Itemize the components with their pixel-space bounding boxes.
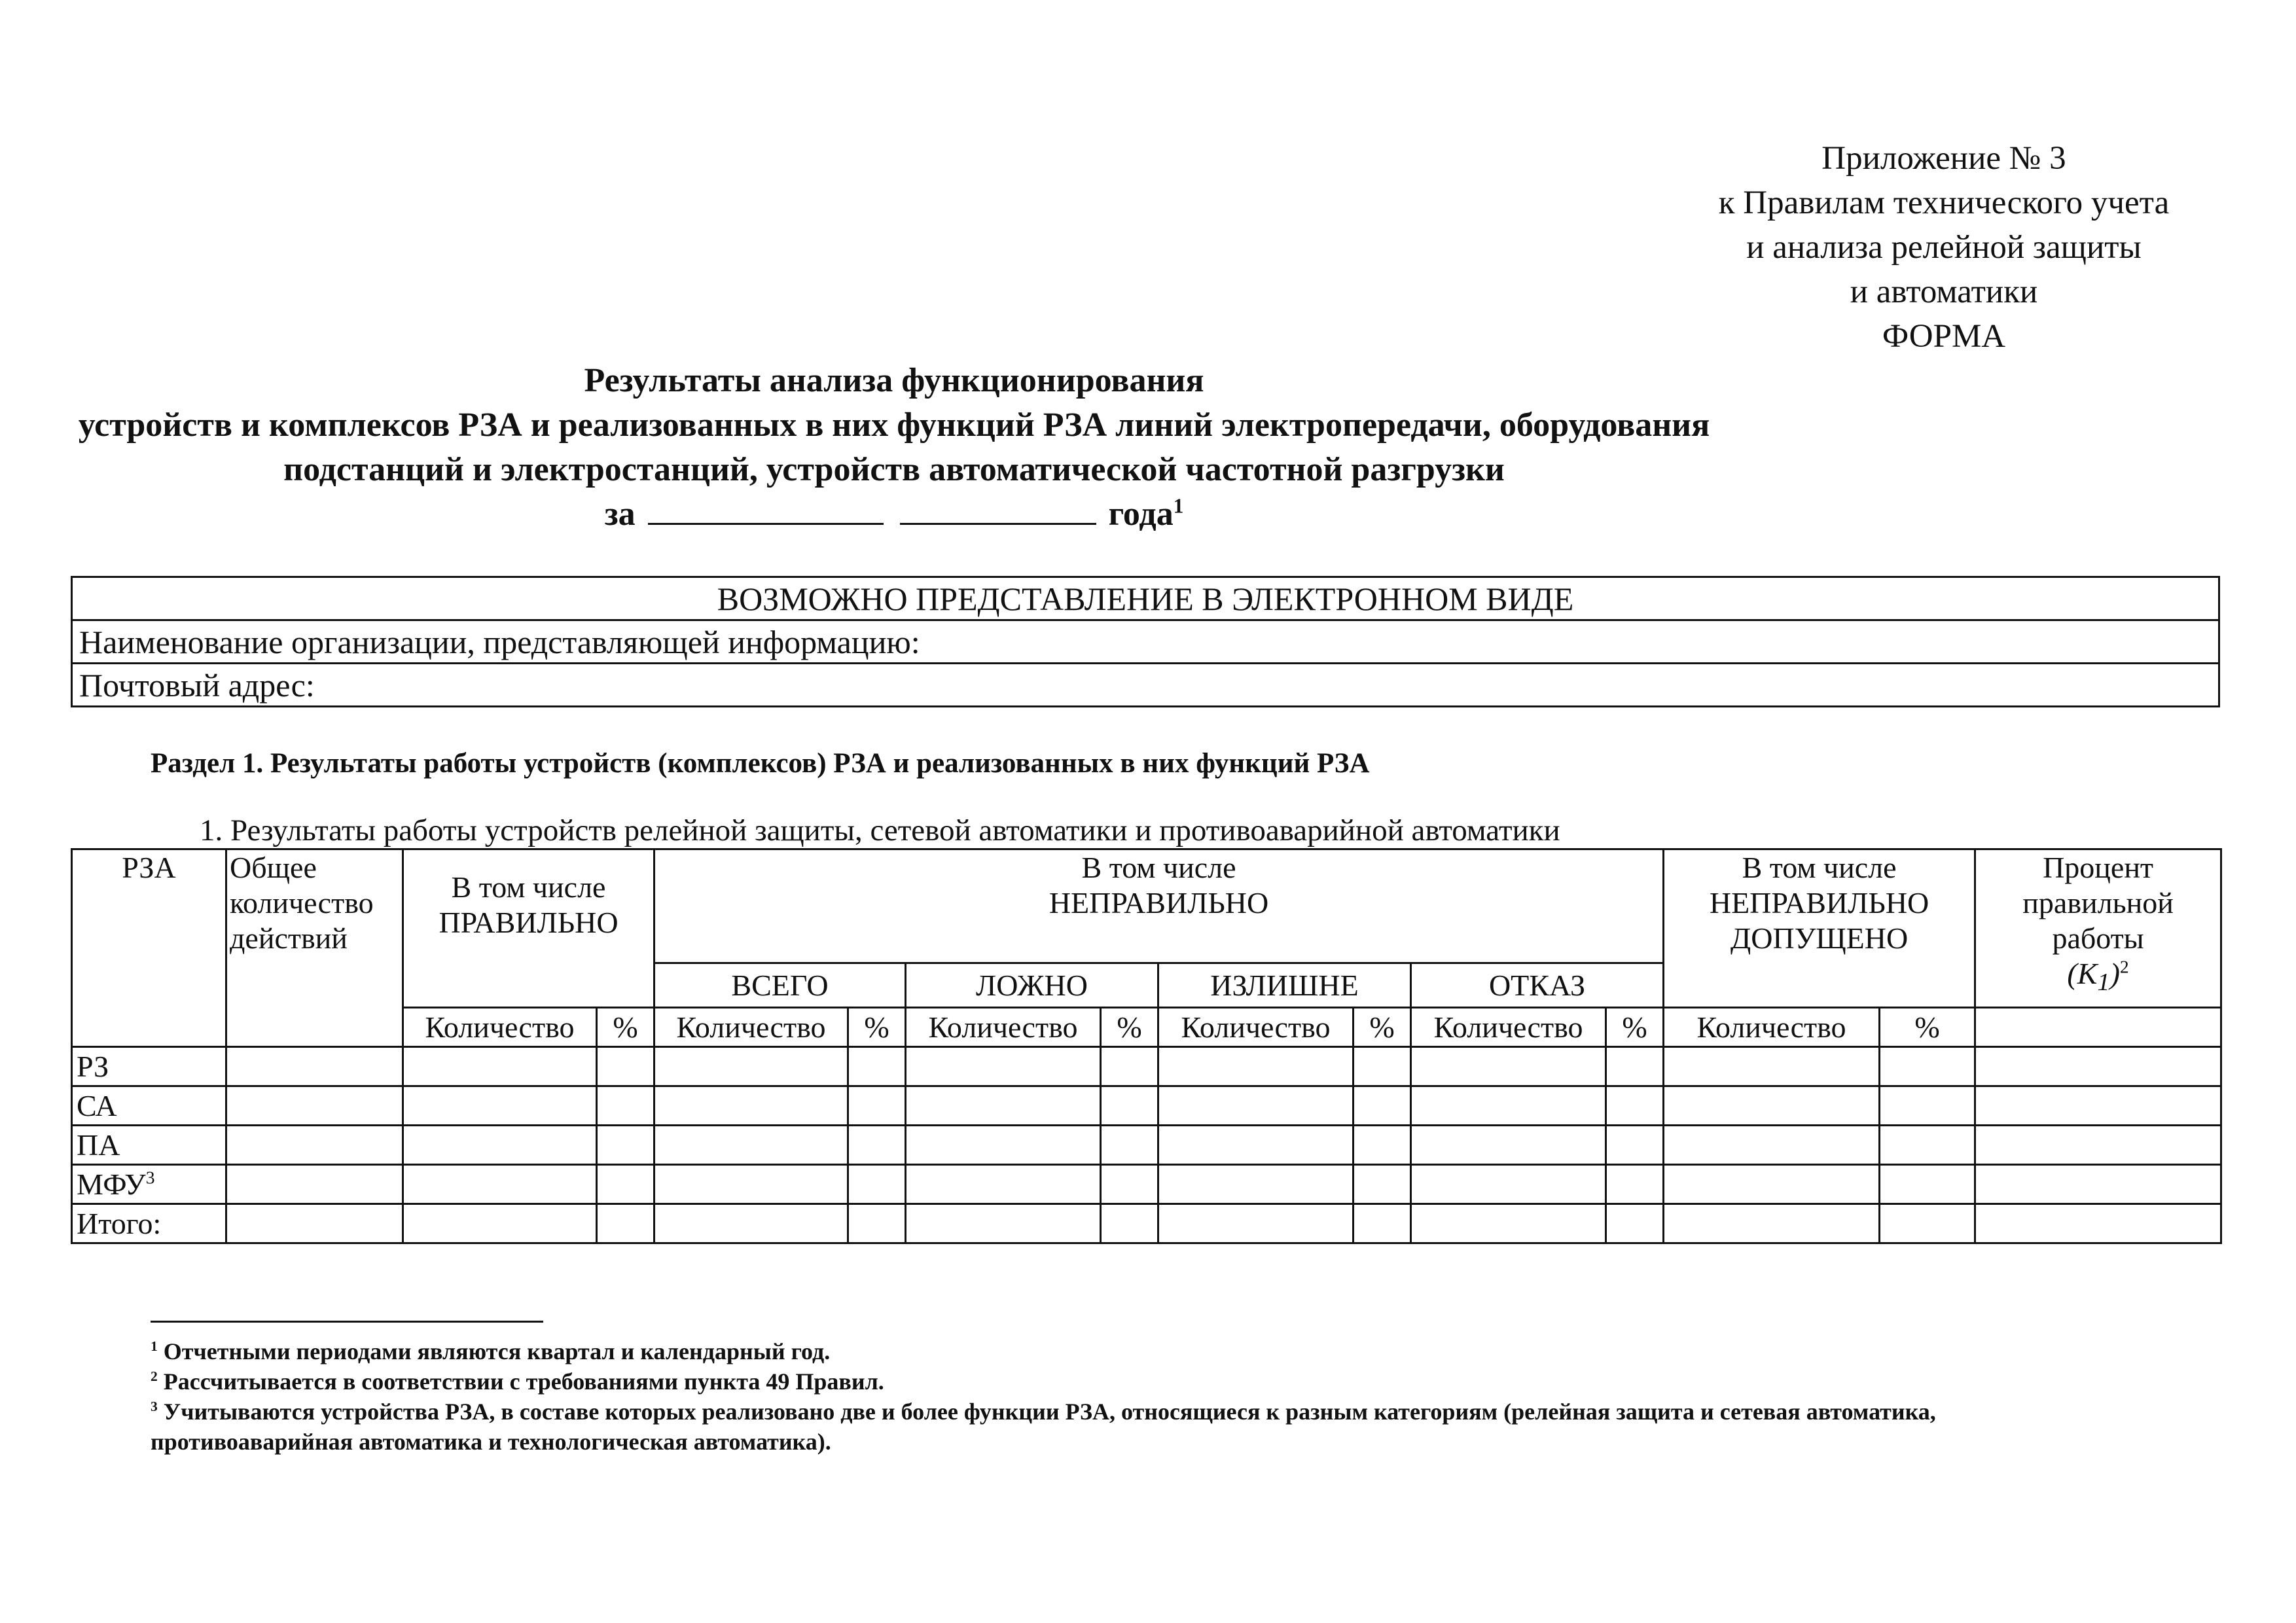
header-correct: В том числе ПРАВИЛЬНО <box>403 849 655 1008</box>
row-label-mfu: МФУ$^3$ <box>72 1165 226 1204</box>
subsection-heading: 1. Результаты работы устройств релейной защиты, сетевой автоматики и противоаварийной автоматики <box>200 813 1560 847</box>
appendix-block <box>1656 136 2232 359</box>
table-cell[interactable] <box>597 1047 655 1086</box>
header-rza: РЗА <box>72 849 226 1047</box>
postal-address-field[interactable]: Почтовый адрес: <box>72 664 2219 707</box>
appendix-ref-line2: и анализа релейной защиты <box>1746 229 2142 266</box>
header-all: ВСЕГО <box>655 963 906 1008</box>
table-cell[interactable] <box>1880 1165 1975 1204</box>
header-incorrect: В том числе НЕПРАВИЛЬНО <box>655 849 1664 963</box>
table-cell[interactable] <box>1411 1126 1606 1165</box>
title-line-2: устройств и комплексов РЗА и реализованных в них функций РЗА линий электропередачи, оборудования <box>78 406 1710 444</box>
table-cell[interactable] <box>1664 1086 1880 1126</box>
table-cell[interactable] <box>1664 1165 1880 1204</box>
table-cell[interactable] <box>1158 1165 1354 1204</box>
table-cell[interactable] <box>1880 1126 1975 1165</box>
form-label: ФОРМА <box>1882 318 2006 355</box>
header-incorrect-allowed: В том числе НЕПРАВИЛЬНО ДОПУЩЕНО <box>1664 849 1975 1008</box>
table-cell[interactable] <box>597 1086 655 1126</box>
table-cell[interactable] <box>655 1165 848 1204</box>
table-cell[interactable] <box>1158 1126 1354 1165</box>
table-cell[interactable] <box>906 1047 1101 1086</box>
k1-formula: $(K_1)^2$ <box>2067 956 2129 997</box>
table-cell[interactable] <box>848 1204 906 1243</box>
subheader-percent: % <box>597 1008 655 1047</box>
header-excess: ИЗЛИШНЕ <box>1158 963 1411 1008</box>
appendix-ref-line1: к Правилам технического учета <box>1718 185 2170 221</box>
table-cell[interactable] <box>226 1126 403 1165</box>
footnote-3-continuation: противоаварийная автоматика и технологическая автоматика). <box>151 1429 831 1455</box>
table-cell[interactable] <box>1158 1047 1354 1086</box>
table-row <box>72 1086 2221 1126</box>
subheader-percent: % <box>1354 1008 1411 1047</box>
org-name-field[interactable]: Наименование организации, представляющей информацию: <box>72 620 2219 664</box>
table-cell[interactable] <box>906 1126 1101 1165</box>
table-cell[interactable] <box>403 1204 597 1243</box>
header-false: ЛОЖНО <box>906 963 1158 1008</box>
table-row <box>72 1204 2221 1243</box>
table-cell[interactable] <box>1411 1047 1606 1086</box>
table-cell[interactable] <box>403 1126 597 1165</box>
period-blank-2[interactable] <box>900 494 1096 525</box>
table-cell[interactable] <box>226 1047 403 1086</box>
table-cell[interactable] <box>1606 1204 1664 1243</box>
subheader-percent: % <box>1606 1008 1664 1047</box>
period-suffix: года <box>1108 495 1174 533</box>
subheader-percent: % <box>848 1008 906 1047</box>
table-cell[interactable] <box>1664 1047 1880 1086</box>
header-total-actions: Общее количество действий <box>226 849 403 1047</box>
table-cell[interactable] <box>1975 1086 2221 1126</box>
table-cell[interactable] <box>1354 1047 1411 1086</box>
appendix-number: Приложение № 3 <box>1821 140 2066 177</box>
table-cell[interactable] <box>403 1047 597 1086</box>
table-cell[interactable] <box>906 1086 1101 1126</box>
table-cell[interactable] <box>848 1165 906 1204</box>
table-row <box>72 1165 2221 1204</box>
table-cell[interactable] <box>1975 1126 2221 1165</box>
table-cell[interactable] <box>403 1086 597 1126</box>
table-cell[interactable] <box>597 1204 655 1243</box>
table-cell[interactable] <box>848 1086 906 1126</box>
row-label-total: Итого: <box>72 1204 226 1243</box>
table-cell[interactable] <box>1354 1204 1411 1243</box>
electronic-format-note: ВОЗМОЖНО ПРЕДСТАВЛЕНИЕ В ЭЛЕКТРОННОМ ВИДЕ <box>72 577 2219 620</box>
appendix-ref-line3: и автоматики <box>1850 274 2038 310</box>
subheader-count: Количество <box>655 1008 848 1047</box>
table-cell[interactable] <box>1354 1165 1411 1204</box>
subheader-count: Количество <box>403 1008 597 1047</box>
table-cell[interactable] <box>848 1126 906 1165</box>
subheader-count: Количество <box>1664 1008 1880 1047</box>
footnote-3: $^3$ Учитываются устройства РЗА, в составе которых реализовано две и более функции РЗА, относящиеся к разным категориям (релейная защита и сетевая автоматика, <box>151 1399 1936 1425</box>
table-cell[interactable] <box>226 1165 403 1204</box>
row-label-rz: РЗ <box>72 1047 226 1086</box>
subheader-empty <box>1975 1008 2221 1047</box>
period-prefix: за <box>604 495 636 533</box>
table-cell[interactable] <box>1411 1165 1606 1204</box>
table-cell[interactable] <box>1664 1126 1880 1165</box>
document-title <box>0 359 1788 537</box>
table-cell[interactable] <box>1411 1086 1606 1126</box>
footnote-2: $^2$ Рассчитывается в соответствии с требованиями пункта 49 Правил. <box>151 1368 884 1395</box>
table-cell[interactable] <box>226 1204 403 1243</box>
footnote-ref-1: 1 <box>1173 494 1184 518</box>
title-line-3: подстанций и электростанций, устройств автоматической частотной разгрузки <box>283 451 1505 488</box>
table-row <box>72 1047 2221 1086</box>
footnotes <box>151 1336 2166 1457</box>
table-cell[interactable] <box>226 1086 403 1126</box>
table-cell[interactable] <box>403 1165 597 1204</box>
table-cell[interactable] <box>1880 1204 1975 1243</box>
table-cell[interactable] <box>1158 1204 1354 1243</box>
table-cell[interactable] <box>1101 1165 1158 1204</box>
table-cell[interactable] <box>1606 1126 1664 1165</box>
table-cell[interactable] <box>906 1204 1101 1243</box>
results-table <box>71 848 2222 1244</box>
table-cell[interactable] <box>655 1086 848 1126</box>
table-cell[interactable] <box>1606 1165 1664 1204</box>
footnote-divider <box>151 1321 543 1323</box>
info-table <box>71 576 2220 707</box>
table-cell[interactable] <box>1101 1126 1158 1165</box>
table-cell[interactable] <box>1975 1204 2221 1243</box>
footnote-ref-3: 3 <box>145 1167 155 1188</box>
header-percent-correct: Процент правильной работы $(K_1)^2$ <box>1975 849 2221 1008</box>
table-cell[interactable] <box>1975 1165 2221 1204</box>
table-cell[interactable] <box>1975 1047 2221 1086</box>
table-cell[interactable] <box>906 1165 1101 1204</box>
table-cell[interactable] <box>1354 1126 1411 1165</box>
row-label-pa: ПА <box>72 1126 226 1165</box>
table-row <box>72 1126 2221 1165</box>
title-line-1: Результаты анализа функционирования <box>584 362 1204 399</box>
table-cell[interactable] <box>1880 1047 1975 1086</box>
row-label-sa: СА <box>72 1086 226 1126</box>
table-cell[interactable] <box>597 1126 655 1165</box>
table-cell[interactable] <box>1880 1086 1975 1126</box>
period-blank-1[interactable] <box>648 494 884 525</box>
table-cell[interactable] <box>1158 1086 1354 1126</box>
title-period-line <box>0 492 1788 537</box>
table-cell[interactable] <box>1101 1086 1158 1126</box>
footnote-1: $^1$ Отчетными периодами являются квартал и календарный год. <box>151 1338 831 1364</box>
subheader-count: Количество <box>1158 1008 1354 1047</box>
subheader-count: Количество <box>1411 1008 1606 1047</box>
subheader-count: Количество <box>906 1008 1101 1047</box>
subheader-percent: % <box>1101 1008 1158 1047</box>
table-cell[interactable] <box>655 1204 848 1243</box>
table-cell[interactable] <box>1101 1047 1158 1086</box>
table-cell[interactable] <box>1354 1086 1411 1126</box>
table-cell[interactable] <box>1606 1086 1664 1126</box>
table-cell[interactable] <box>848 1047 906 1086</box>
header-failure: ОТКАЗ <box>1411 963 1664 1008</box>
table-cell[interactable] <box>1606 1047 1664 1086</box>
table-cell[interactable] <box>655 1047 848 1086</box>
table-cell[interactable] <box>655 1126 848 1165</box>
table-cell[interactable] <box>1411 1204 1606 1243</box>
table-cell[interactable] <box>1101 1204 1158 1243</box>
table-cell[interactable] <box>1664 1204 1880 1243</box>
subheader-percent: % <box>1880 1008 1975 1047</box>
table-cell[interactable] <box>597 1165 655 1204</box>
section-heading: Раздел 1. Результаты работы устройств (комплексов) РЗА и реализованных в них функций РЗА <box>151 748 1370 779</box>
